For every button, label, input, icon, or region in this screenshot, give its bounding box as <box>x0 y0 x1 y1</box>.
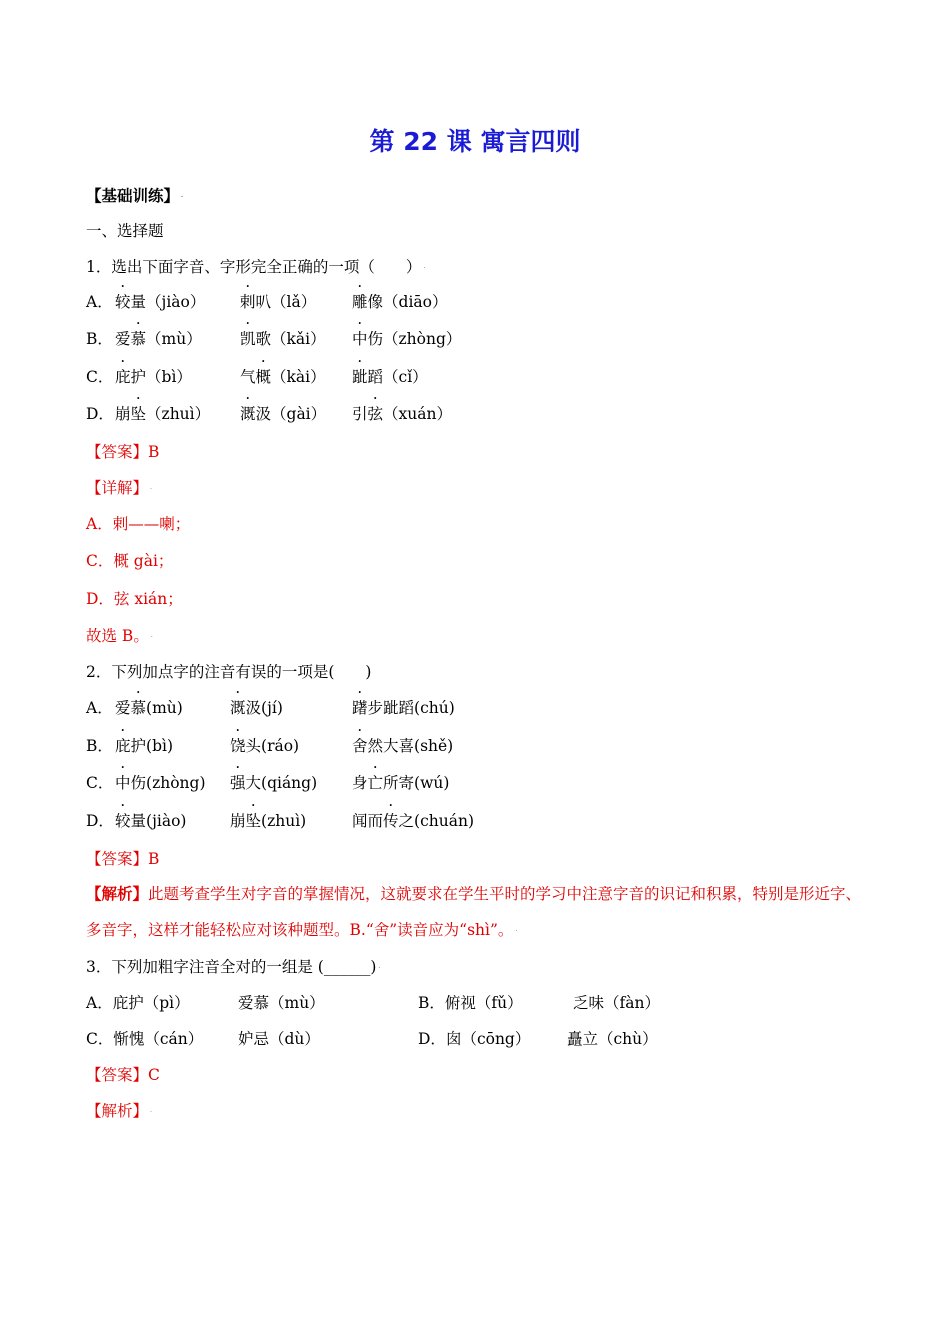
option-item: 溉汲（gài） <box>240 405 327 423</box>
q3-option-a-item2: 爱慕（mù） <box>238 994 325 1012</box>
q1-conclusion: 故选 B。 . <box>86 627 153 645</box>
option-item: 饶头(ráo) <box>230 737 300 755</box>
dotted-char: 凯 <box>240 330 256 348</box>
option-item: 中伤(zhòng) <box>115 774 206 792</box>
q3-analysis-label: 【解析】 . <box>86 1102 152 1120</box>
option-label: B． <box>86 330 113 348</box>
option-item: 雕像（diāo） <box>352 293 448 311</box>
q1-detail-d: D．弦 xián； <box>86 590 183 608</box>
option-item: 中伤（zhòng） <box>352 330 462 348</box>
q3-option-b: B．俯视（fǔ） <box>418 994 523 1012</box>
q2-analysis: 【解析】此题考查学生对字音的掌握情况，这就要求在学生平时的学习中注意字音的识记和积累，特别是形近字、多音字，这样才能轻松应对该种题型。B.“舍”读音应为“shì”。 . <box>86 884 862 939</box>
option-item: 强大(qiáng) <box>230 774 318 792</box>
q3-option-d: D．囱（cōng） <box>418 1030 531 1048</box>
dotted-char: 庇 <box>115 368 131 386</box>
dotted-char: 弦 <box>367 405 384 423</box>
q3-stem: 3．下列加粗字注音全对的一组是 (______) . <box>86 958 381 976</box>
dotted-char: 剌 <box>240 293 256 311</box>
q3-answer: 【答案】C <box>86 1066 160 1084</box>
option-item: 引弦（xuán） <box>352 405 452 423</box>
option-label: B． <box>86 737 113 755</box>
part-heading: 一、选择题 <box>86 222 164 240</box>
option-item: 躇步跐蹈(chú) <box>352 699 455 717</box>
option-item: 崩坠(zhuì) <box>230 812 307 830</box>
option-item: 爱慕（mù） <box>115 330 202 348</box>
q1-detail-a: A．剌——喇； <box>86 515 191 533</box>
option-item: 气概（kài） <box>240 368 326 386</box>
dotted-char: 慕 <box>130 330 147 348</box>
dotted-char: 饶 <box>230 737 246 755</box>
q1-detail-c: C．概 gài； <box>86 552 174 570</box>
option-label: A． <box>86 699 113 717</box>
dotted-char: 坠 <box>130 405 147 423</box>
q1-detail-label: 【详解】 . <box>86 479 152 497</box>
option-label: D． <box>86 812 114 830</box>
option-item: 溉汲(jí) <box>230 699 283 717</box>
dotted-char: 传 <box>383 812 399 830</box>
section-heading: 【基础训练】 . <box>86 186 184 205</box>
dotted-char: 慕 <box>130 699 147 717</box>
dotted-char: 雕 <box>352 293 368 311</box>
dotted-char: 亡 <box>367 774 384 792</box>
q3-option-d-item2: 矗立（chù） <box>567 1030 658 1048</box>
q2-stem: 2．下列加点字的注音有误的一项是( ) <box>86 663 372 681</box>
page-title: 第 22 课 寓言四则 <box>369 127 581 156</box>
dotted-char: 躇 <box>352 699 368 717</box>
q3-option-c-item2: 妒忌（dù） <box>238 1030 320 1048</box>
q3-option-b-item2: 乏味（fàn） <box>573 994 660 1012</box>
option-item: 较量（jiào） <box>115 293 206 311</box>
option-item: 身亡所寄(wú) <box>352 774 450 792</box>
option-label: C． <box>86 368 114 386</box>
dotted-char: 中 <box>115 774 131 792</box>
dotted-char: 较 <box>115 812 131 830</box>
option-label: C． <box>86 774 114 792</box>
dotted-char: 溉 <box>240 405 256 423</box>
option-item: 剌叭（lǎ） <box>240 293 317 311</box>
q3-option-c: C．惭愧（cán） <box>86 1030 204 1048</box>
dotted-char: 庇 <box>115 737 131 755</box>
option-item: 爱慕(mù) <box>115 699 183 717</box>
q3-option-a: A．庇护（pì） <box>86 994 190 1012</box>
option-item: 凯歌（kǎi） <box>240 330 326 348</box>
option-item: 闻而传之(chuán) <box>352 812 474 830</box>
q1-stem: 1．选出下面字音、字形完全正确的一项（ ） . <box>86 258 426 276</box>
option-item: 较量(jiào) <box>115 812 187 830</box>
option-label: A． <box>86 293 113 311</box>
dotted-char: 概 <box>255 368 272 386</box>
dotted-char: 强 <box>230 774 246 792</box>
dotted-char: 中 <box>352 330 368 348</box>
dotted-char: 溉 <box>230 699 246 717</box>
q1-answer: 【答案】B <box>86 443 160 461</box>
option-item: 跐蹈（cǐ） <box>352 368 428 386</box>
option-label: D． <box>86 405 114 423</box>
option-item: 庇护（bì） <box>115 368 192 386</box>
option-item: 庇护(bì) <box>115 737 173 755</box>
q2-answer: 【答案】B <box>86 850 160 868</box>
dotted-char: 跐 <box>352 368 368 386</box>
option-item: 崩坠（zhuì） <box>115 405 211 423</box>
dotted-char: 坠 <box>245 812 262 830</box>
dotted-char: 舍 <box>352 737 368 755</box>
dotted-char: 较 <box>115 293 131 311</box>
option-item: 舍然大喜(shě) <box>352 737 454 755</box>
